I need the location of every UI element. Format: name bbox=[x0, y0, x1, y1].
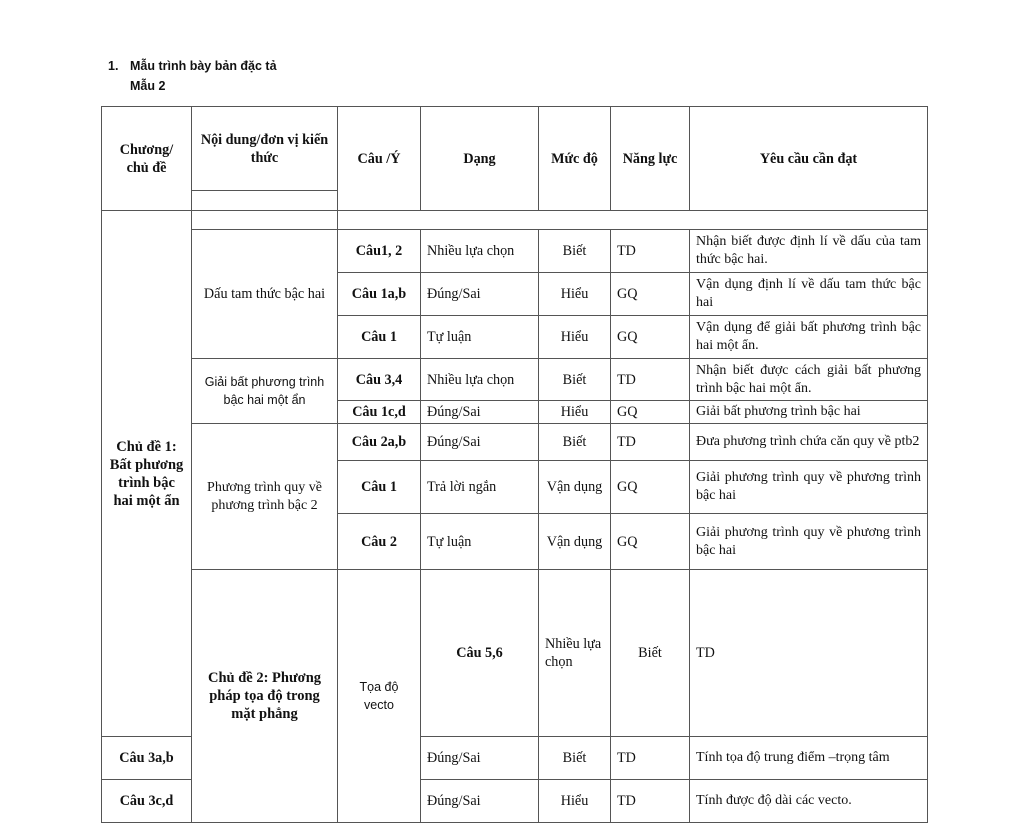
unit-3: Phương trình quy về phương trình bậc 2 bbox=[192, 424, 338, 570]
header-cau: Câu /Ý bbox=[338, 107, 421, 211]
cell-cau: Câu 3c,d bbox=[102, 780, 192, 823]
heading-number: 1. bbox=[108, 59, 119, 73]
header-nangluc: Năng lực bbox=[611, 107, 690, 211]
cell-nangluc: TD bbox=[611, 230, 690, 273]
header-noidung: Nội dung/đơn vị kiến thức bbox=[192, 107, 338, 191]
cell-nangluc: TD bbox=[611, 424, 690, 461]
topic-1: Chủ đề 1: Bất phương trình bậc hai một ẩn bbox=[102, 211, 192, 737]
cell-mucdo: Hiểu bbox=[539, 273, 611, 316]
cell-dang: Đúng/Sai bbox=[421, 737, 539, 780]
cell-yeucau: Tính được độ dài các vecto. bbox=[690, 780, 928, 823]
cell-mucdo: Hiểu bbox=[539, 401, 611, 424]
cell-cau: Câu 2a,b bbox=[338, 424, 421, 461]
cell-mucdo: Hiểu bbox=[539, 316, 611, 359]
cell-yeucau: Giải phương trình quy về phương trình bậc hai bbox=[690, 514, 928, 570]
cell-dang: Đúng/Sai bbox=[421, 424, 539, 461]
table-row bbox=[102, 359, 928, 401]
cell-yeucau: Giải phương trình quy về phương trình bậc hai bbox=[690, 461, 928, 514]
unit-spacer bbox=[192, 211, 338, 230]
cell-nangluc: TD bbox=[690, 570, 928, 737]
section-heading bbox=[108, 56, 277, 96]
cell-dang: Trả lời ngắn bbox=[421, 461, 539, 514]
blank-spacer bbox=[338, 211, 928, 230]
table-row bbox=[102, 424, 928, 461]
cell-nangluc: GQ bbox=[611, 316, 690, 359]
cell-cau: Câu 3a,b bbox=[102, 737, 192, 780]
cell-nangluc: GQ bbox=[611, 514, 690, 570]
cell-dang: Nhiều lựa chọn bbox=[539, 570, 611, 737]
cell-mucdo: Vận dụng bbox=[539, 461, 611, 514]
cell-cau: Câu 3,4 bbox=[338, 359, 421, 401]
cell-cau: Câu 1c,d bbox=[338, 401, 421, 424]
table-row bbox=[102, 570, 928, 737]
cell-cau: Câu 1 bbox=[338, 461, 421, 514]
header-mucdo: Mức độ bbox=[539, 107, 611, 211]
unit-2: Giải bất phương trình bậc hai một ẩn bbox=[192, 359, 338, 424]
cell-cau: Câu 1a,b bbox=[338, 273, 421, 316]
cell-mucdo: Biết bbox=[539, 230, 611, 273]
cell-dang: Nhiều lựa chọn bbox=[421, 230, 539, 273]
cell-dang: Đúng/Sai bbox=[421, 780, 539, 823]
cell-cau: Câu 5,6 bbox=[421, 570, 539, 737]
cell-dang: Tự luận bbox=[421, 514, 539, 570]
cell-mucdo: Hiểu bbox=[539, 780, 611, 823]
unit-1: Dấu tam thức bậc hai bbox=[192, 230, 338, 359]
cell-yeucau: Đưa phương trình chứa căn quy về ptb2 bbox=[690, 424, 928, 461]
cell-cau: Câu 1 bbox=[338, 316, 421, 359]
cell-dang: Nhiều lựa chọn bbox=[421, 359, 539, 401]
heading-title: Mẫu trình bày bản đặc tả bbox=[130, 59, 277, 73]
header-chuong: Chương/ chủ đề bbox=[102, 107, 192, 211]
heading-subtitle: Mẫu 2 bbox=[130, 79, 166, 93]
cell-nangluc: GQ bbox=[611, 401, 690, 424]
cell-dang: Đúng/Sai bbox=[421, 401, 539, 424]
cell-nangluc: GQ bbox=[611, 273, 690, 316]
cell-mucdo: Biết bbox=[611, 570, 690, 737]
table-row bbox=[102, 230, 928, 273]
cell-yeucau: Vận dụng định lí về dấu tam thức bậc hai bbox=[690, 273, 928, 316]
specification-table bbox=[101, 106, 928, 823]
topic-2: Chủ đề 2: Phương pháp tọa độ trong mặt phẳng bbox=[192, 570, 338, 823]
header-noidung-spacer bbox=[192, 191, 338, 211]
cell-mucdo: Biết bbox=[539, 424, 611, 461]
cell-mucdo: Biết bbox=[539, 359, 611, 401]
cell-yeucau: Vận dụng để giải bất phương trình bậc hai một ẩn. bbox=[690, 316, 928, 359]
header-yeucau: Yêu cầu cần đạt bbox=[690, 107, 928, 211]
cell-yeucau: Tính tọa độ trung điểm –trọng tâm bbox=[690, 737, 928, 780]
cell-nangluc: TD bbox=[611, 359, 690, 401]
unit-4: Tọa độ vecto bbox=[338, 570, 421, 823]
cell-yeucau: Nhận biết được cách giải bất phương trình bậc hai một ẩn. bbox=[690, 359, 928, 401]
cell-yeucau: Nhận biết được định lí về dấu của tam thức bậc hai. bbox=[690, 230, 928, 273]
cell-nangluc: TD bbox=[611, 737, 690, 780]
cell-dang: Đúng/Sai bbox=[421, 273, 539, 316]
cell-nangluc: GQ bbox=[611, 461, 690, 514]
cell-dang: Tự luận bbox=[421, 316, 539, 359]
cell-nangluc: TD bbox=[611, 780, 690, 823]
cell-yeucau: Giải bất phương trình bậc hai bbox=[690, 401, 928, 424]
cell-cau: Câu 2 bbox=[338, 514, 421, 570]
cell-mucdo: Vận dụng bbox=[539, 514, 611, 570]
cell-mucdo: Biết bbox=[539, 737, 611, 780]
cell-cau: Câu1, 2 bbox=[338, 230, 421, 273]
header-dang: Dạng bbox=[421, 107, 539, 211]
